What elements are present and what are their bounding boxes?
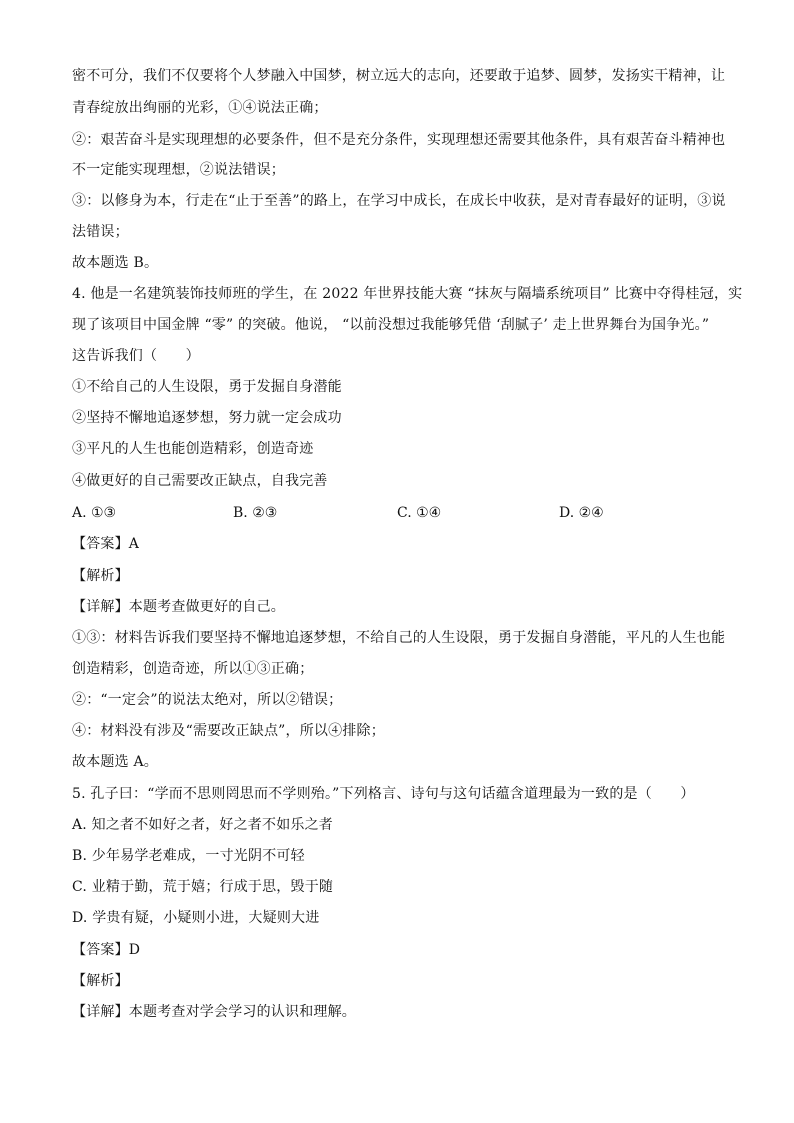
statement-item: ①不给自己的人生设限，勇于发掘自身潜能 [72, 379, 342, 395]
option-a: A. 知之者不如好之者，好之者不如乐之者 [72, 817, 334, 833]
question-5-stem: 5. 孔子曰：“学而不思则罔思而不学则殆。”下列格言、诗句与这句话蕴含道理最为一致的是（ ） [72, 786, 695, 802]
text-line: 创造精彩，创造奇迹，所以①③正确； [72, 661, 314, 677]
text-line: ③：以修身为本，行走在“止于至善”的路上，在学习中成长，在成长中收获，是对青春最好的证明，③说 [72, 193, 726, 209]
detail-line: 【详解】本题考查对学会学习的认识和理解。 [72, 1004, 356, 1020]
option-b: B. 少年易学老难成，一寸光阴不可轻 [72, 848, 305, 864]
statement-item: ②坚持不懈地追逐梦想，努力就一定会成功 [72, 410, 342, 426]
option-c: C. 业精于勤，荒于嬉；行成于思，毁于随 [72, 879, 334, 895]
statement-item: ④做更好的自己需要改正缺点，自我完善 [72, 473, 328, 489]
text-line: 法错误； [72, 224, 129, 240]
option-c: C. ①④ [397, 505, 442, 521]
question-4-stem: 现了该项目中国金牌 “零” 的突破。他说， “以前没想过我能够凭借 ‘刮腻子’ 走上世界舞台为国争光。” [72, 317, 710, 333]
question-4-options [72, 503, 732, 523]
question-4-stem: 4. 他是一名建筑装饰技师班的学生，在 2022 年世界技能大赛 “抹灰与隔墙系统项目” 比赛中夺得桂冠，实 [72, 286, 743, 302]
analysis-label: 【解析】 [72, 973, 129, 989]
text-line: 青春绽放出绚丽的光彩，①④说法正确； [72, 100, 328, 116]
option-a: A. ①③ [72, 505, 117, 521]
text-line: 故本题选 B。 [72, 255, 159, 271]
detail-line: 【详解】本题考查做更好的自己。 [72, 599, 285, 615]
text-line: 密不可分，我们不仅要将个人梦融入中国梦，树立远大的志向，还要敢于追梦、圆梦，发扬实干精神，让 [72, 68, 726, 84]
statement-item: ③平凡的人生也能创造精彩，创造奇迹 [72, 441, 314, 457]
text-line: ②：“一定会”的说法太绝对，所以②错误； [72, 692, 343, 708]
text-line: 不一定能实现理想，②说法错误； [72, 162, 285, 178]
option-b: B. ②③ [233, 505, 278, 521]
text-line: ①③：材料告诉我们要坚持不懈地追逐梦想，不给自己的人生设限，勇于发掘自身潜能，平凡的人生也能 [72, 630, 726, 646]
text-line: ②：艰苦奋斗是实现理想的必要条件，但不是充分条件，实现理想还需要其他条件，具有艰苦奋斗精神也 [72, 132, 726, 148]
text-line: ④：材料没有涉及“需要改正缺点”，所以④排除； [72, 723, 385, 739]
answer-label: 【答案】A [72, 536, 140, 552]
option-d: D. ②④ [559, 505, 604, 521]
text-line: 故本题选 A。 [72, 754, 158, 770]
analysis-label: 【解析】 [72, 568, 129, 584]
answer-label: 【答案】D [72, 942, 141, 958]
option-d: D. 学贵有疑，小疑则小进，大疑则大进 [72, 910, 320, 926]
question-4-stem: 这告诉我们（ ） [72, 348, 200, 364]
